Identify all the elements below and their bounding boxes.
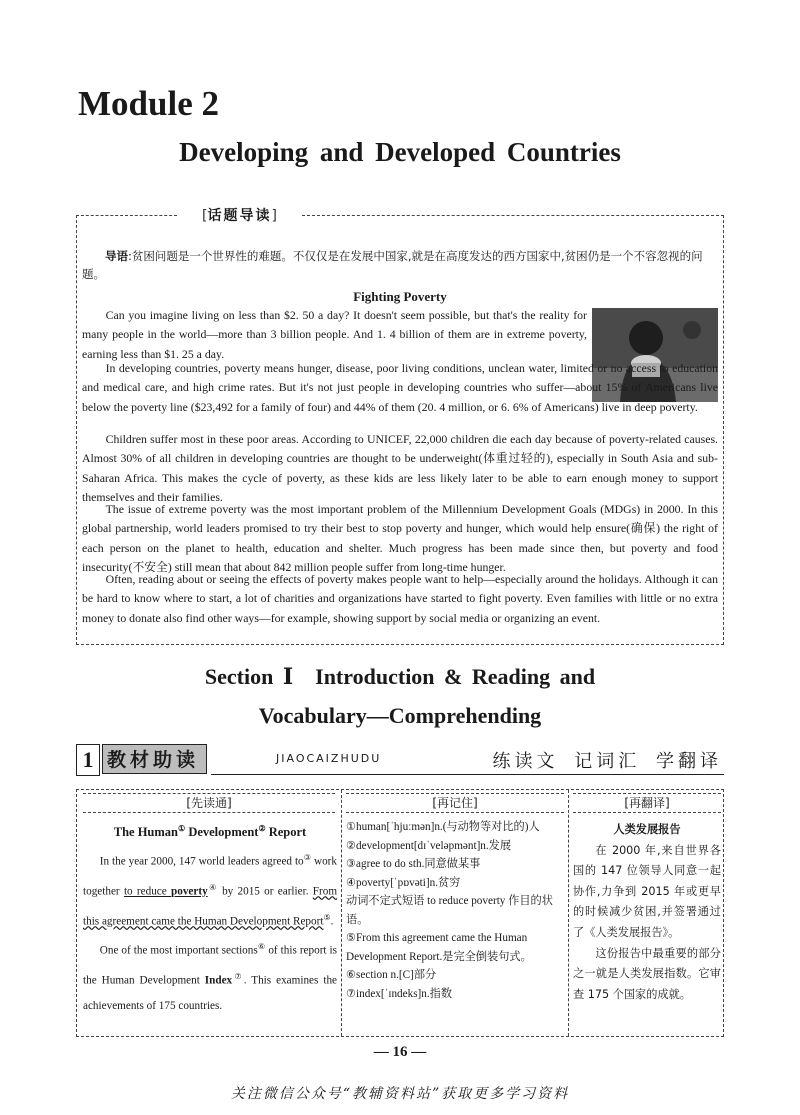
banner-number: 1 [76, 744, 100, 776]
main-title: Developing and Developed Countries [179, 137, 621, 167]
column-translate [569, 790, 725, 1036]
topic-reading-label: [话题导读] [177, 205, 302, 227]
section-title-line-1: Section Ⅰ Introduction & Reading and [204, 664, 596, 689]
vocab-note: ③agree to do sth.同意做某事 [346, 858, 481, 870]
vocab-note: ⑦index[ˈɪndeks]n.指数 [346, 987, 453, 1000]
footer-notice: 关注微信公众号“教辅资料站”获取更多学习资料 [230, 1086, 570, 1102]
banner-tagline: 练读文 记词汇 学翻译 [492, 751, 722, 772]
english-passage [83, 816, 337, 1019]
article-paragraph-1: Can you imagine living on less than $2. 50 a day? It doesn't seem possible, but that's the reality for many people in the world—more than 3 billion people. And 1. 4 billion of them are in extreme poverty, earning less than $1. 25 a day. [82, 308, 587, 361]
section-title-line-2: Vocabulary—Comprehending [258, 703, 542, 728]
topic-label-text: 话题导读 [207, 208, 272, 224]
banner-pinyin: JIAOCAIZHUDU [276, 752, 382, 765]
vocab-note: ⑥section n.[C]部分 [346, 969, 437, 981]
vocab-note: ④poverty[ˈpɒvəti]n.贫穷 [346, 876, 461, 889]
page-number: — 16 — [373, 1044, 427, 1060]
col2-tag: [再记住] [346, 793, 564, 813]
reading-table [76, 789, 724, 1037]
textbook-guide-banner [76, 744, 724, 776]
guide-label: 导语 [105, 249, 128, 263]
module-title: Module 2 [78, 84, 219, 123]
vocabulary-notes [346, 818, 566, 1003]
translation-paragraph-2: 这份报告中最重要的部分之一就是人类发展指数。它审查 175 个国家的成就。 [573, 946, 721, 1001]
passage-paragraph-1: In the year 2000, 147 world leaders agreed to③ work together to reduce poverty④ by 2015 or earlier. From this agreement came the Human Development Report⑤. [83, 853, 338, 928]
vocab-note: ①human[ˈhjuːmən]n.(与动物等对比的)人 [346, 821, 540, 833]
passage-paragraph-2: One of the most important sections⑥ of this report is the Human Development Index⑦. This examines the achievements of 175 countries. [83, 942, 338, 1012]
col3-tag: [再翻译] [573, 793, 721, 813]
passage-title: The Human① Development② Report [113, 824, 307, 840]
vocab-note: 动词不定式短语 to reduce poverty 作目的状语。 [346, 895, 553, 926]
article-title: Fighting Poverty [353, 289, 447, 304]
chinese-translation [573, 820, 721, 1005]
banner-rule [211, 774, 724, 775]
article-paragraph-4: The issue of extreme poverty was the most important problem of the Millennium Development Goals (MDGs) in 2000. In this global partnership, world leaders promised to try their best to stop poverty and hunger, which would help ensure(确保) the right of each person on the planet to health, education and shelter. Much progress has been made since then, but poverty and food insecurity(不安全) still mean that about 842 million people suffer from long-time hunger. [82, 502, 718, 574]
article-paragraph-2: In developing countries, poverty means hunger, disease, poor living conditions, unclean water, limited or no access to education and medical care, and high crime rates. But it's not just people in developing countries who suffer—about 15% of Americans live below the poverty line ($23,492 for a family of four) and 44% of them (20. 4 million, or 6. 6% of Americans) live in deep poverty. [82, 361, 718, 414]
article-paragraph-3: Children suffer most in these poor areas. According to UNICEF, 22,000 children die each day because of poverty-related causes. Almost 30% of all children in developing countries are thought to be underweight(体重过轻的), especially in South Asia and sub-Saharan Africa. This makes the cycle of poverty, as these kids are less likely later to be able to earn enough money to support themselves and their families. [82, 432, 718, 504]
guide-text: :贫困问题是一个世界性的难题。不仅仅是在发展中国家,就是在高度发达的西方国家中,贫困仍是一个不容忽视的问题。 [82, 249, 703, 281]
column-read [77, 790, 341, 1036]
translation-paragraph-1: 在 2000 年,来自世界各国的 147 位领导人同意一起协作,力争到 2015 年或更早的时候减少贫困,并签署通过了《人类发展报告》。 [573, 843, 721, 939]
translation-title: 人类发展报告 [613, 823, 681, 836]
guide-paragraph [82, 247, 718, 283]
vocab-note: ⑤From this agreement came the Human Development Report.是完全倒装句式。 [346, 932, 532, 963]
column-memorize [342, 790, 568, 1036]
col1-tag: [先读通] [83, 793, 335, 813]
article-paragraph-5: Often, reading about or seeing the effects of poverty makes people want to help—especially around the holidays. Although it can be hard to know where to start, a lot of charities and organizations have started to fight poverty. Even families with little or no extra money to donate also find other ways—for example, showing support by social media or organizing an event. [82, 572, 718, 625]
banner-title: 教材助读 [102, 744, 207, 774]
vocab-note: ②development[dɪˈveləpmənt]n.发展 [346, 839, 512, 852]
